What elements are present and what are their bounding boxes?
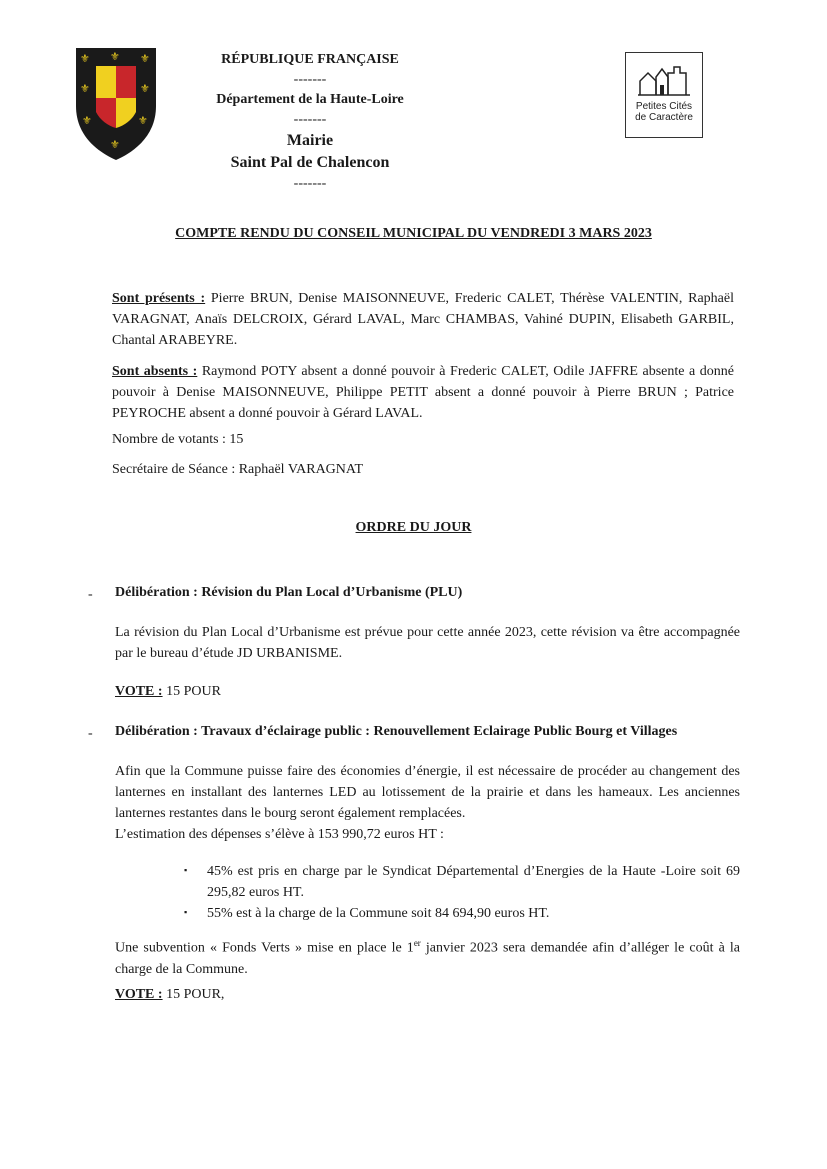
estimation-line: L’estimation des dépenses s’élève à 153 990,72 euros HT : [115,827,444,842]
logo-line: Petites Cités [635,101,693,112]
absents-paragraph [112,361,734,424]
item-dash: - [88,587,93,602]
bullet-icon: ▪ [184,907,188,917]
bullet-item: 45% est pris en charge par le Syndicat Départemental d’Energies de la Haute -Loire soit 69 295,82 euros HT. [207,864,740,900]
subvention-text: Une subvention « Fonds Verts » mise en place le 1 [115,940,414,956]
svg-text:⚜: ⚜ [110,50,120,63]
svg-text:⚜: ⚜ [80,82,90,95]
document-title: COMPTE RENDU DU CONSEIL MUNICIPAL DU VENDREDI 3 MARS 2023 [175,226,652,241]
header-separator: ------- [293,72,327,87]
header-block [150,50,470,194]
votants-count: Nombre de votants : 15 [112,432,244,447]
logo-line: de Caractère [635,112,693,123]
header-separator: ------- [293,112,327,127]
svg-text:⚜: ⚜ [80,52,90,65]
deliberation-title: Délibération : Travaux d’éclairage public : Renouvellement Eclairage Public Bourg et Villages [115,724,678,739]
bullet-icon: ▪ [184,865,188,875]
superscript: er [413,938,421,948]
republic-heading: RÉPUBLIQUE FRANÇAISE [221,52,399,67]
item-dash: - [88,726,93,741]
coat-of-arms-logo [72,44,160,164]
vote-line [115,681,221,702]
vote-line [115,984,224,1005]
presents-paragraph [112,288,734,351]
vote-value: 15 POUR, [162,987,225,1002]
bullet-item: 55% est à la charge de la Commune soit 84 694,90 euros HT. [207,906,550,921]
deliberation-body: La révision du Plan Local d’Urbanisme est prévue pour cette année 2023, cette révision va être accompagnée par le bureau d’étude JD URBANISME. [115,625,740,661]
vote-label: VOTE : [115,684,163,699]
village-icon [636,59,692,99]
presents-text: Pierre BRUN, Denise MAISONNEUVE, Frederic CALET, Thérèse VALENTIN, Raphaël VARAGNAT, Anaïs DELCROIX, Gérard LAVAL, Marc CHAMBAS, Vahiné DUPIN, Elisabeth GARBIL, Chantal ARABEYRE. [112,291,734,348]
petites-cites-logo [625,52,703,138]
absents-label: Sont absents : [112,364,198,379]
header-separator: ------- [293,176,327,191]
svg-text:⚜: ⚜ [82,114,92,127]
town-heading: Saint Pal de Chalencon [230,154,390,171]
vote-label: VOTE : [115,987,163,1002]
svg-text:⚜: ⚜ [140,52,150,65]
svg-text:⚜: ⚜ [140,82,150,95]
department-heading: Département de la Haute-Loire [216,92,404,107]
ordre-du-jour-heading: ORDRE DU JOUR [355,520,472,535]
svg-text:⚜: ⚜ [138,114,148,127]
svg-text:⚜: ⚜ [110,138,120,151]
subvention-paragraph [115,933,740,980]
subvention-text: janvier 2023 sera demandée afin d’alléger le coût à la charge de la Commune. [115,940,741,977]
deliberation-body: Afin que la Commune puisse faire des économies d’énergie, il est nécessaire de procéder au changement des lanternes en installant des lanternes LED au lotissement de la prairie et dans les hameaux. Les anciennes lanternes restantes dans le bourg seront également remplacées. [115,764,740,821]
presents-label: Sont présents : [112,291,206,306]
logo-caption [626,101,702,123]
mairie-heading: Mairie [286,132,334,149]
absents-text: Raymond POTY absent a donné pouvoir à Frederic CALET, Odile JAFFRE absente a donné pouvoir à Denise MAISONNEUVE, Philippe PETIT absent a donné pouvoir à Pierre BRUN ; Patrice PEYROCHE absent a donné pouvoir à Gérard LAVAL. [112,364,734,421]
deliberation-title: Délibération : Révision du Plan Local d’Urbanisme (PLU) [115,585,463,600]
vote-value: 15 POUR [162,684,221,699]
secretaire-line: Secrétaire de Séance : Raphaël VARAGNAT [112,462,364,477]
